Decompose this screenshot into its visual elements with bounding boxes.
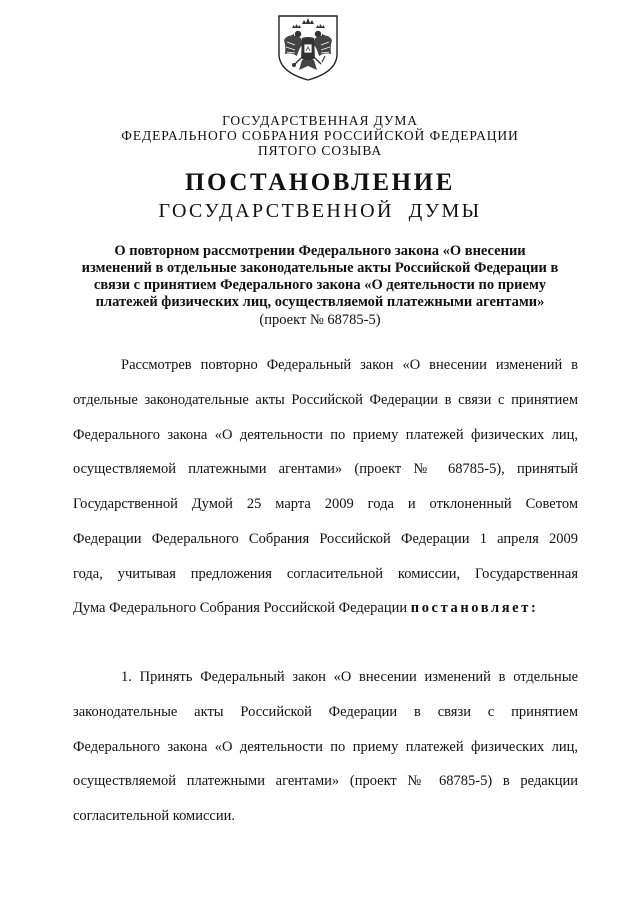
paragraph-2-line-2: законодательные акты Российской Федерации в связи с принятием [73,704,578,720]
org-line-3: ПЯТОГО СОЗЫВА [257,143,383,158]
paragraph-1-line-6: Федерации Федерального Собрания Российской Федерации 1 апреля 2009 [73,531,578,547]
paragraph-2-line-4: осуществляемой платежными агентами» (проект № 68785-5) в редакции [73,773,578,789]
document-subtitle: ГОСУДАРСТВЕННОЙ ДУМЫ [158,200,482,222]
resolution-keyword: постановляет: [410,600,539,616]
document-title: ПОСТАНОВЛЕНИЕ [184,169,456,196]
paragraph-2-line-3: Федерального закона «О деятельности по приему платежей физических лиц, [73,739,578,755]
paragraph-1-line-3: Федерального закона «О деятельности по приему платежей физических лиц, [73,427,578,443]
org-line-2: ФЕДЕРАЛЬНОГО СОБРАНИЯ РОССИЙСКОЙ ФЕДЕРАЦИИ [121,128,519,143]
paragraph-1-line-8 [73,599,578,617]
paragraph-1-line-2: отдельные законодательные акты Российской Федерации в связи с принятием [73,392,578,408]
paragraph-1-line-1: Рассмотрев повторно Федеральный закон «О внесении изменений в [121,357,578,373]
heading-line-1: О повторном рассмотрении Федерального закона «О внесении [114,243,526,259]
project-number: (проект № 68785-5) [259,312,381,328]
paragraph-1-line-7: года, учитывая предложения согласительной комиссии, Государственная [73,566,578,582]
paragraph-1-line-5: Государственной Думой 25 марта 2009 года и отклоненный Советом [73,496,578,512]
heading-line-2: изменений в отдельные законодательные акты Российской Федерации в [81,260,559,276]
coat-of-arms-icon [275,10,341,82]
paragraph-2-line-5: согласительной комиссии. [73,808,236,824]
paragraph-2-line-1: 1. Принять Федеральный закон «О внесении изменений в отдельные [121,669,578,685]
heading-line-3: связи с принятием Федерального закона «О деятельности по приему [93,277,547,293]
paragraph-1-line-8-text: Дума Федерального Собрания Российской Федерации [73,600,411,616]
org-line-1: ГОСУДАРСТВЕННАЯ ДУМА [222,113,418,128]
heading-line-4: платежей физических лиц, осуществляемой платежными агентами» [95,294,545,310]
paragraph-1-line-4: осуществляемой платежными агентами» (проект № 68785-5), принятый [73,461,578,477]
